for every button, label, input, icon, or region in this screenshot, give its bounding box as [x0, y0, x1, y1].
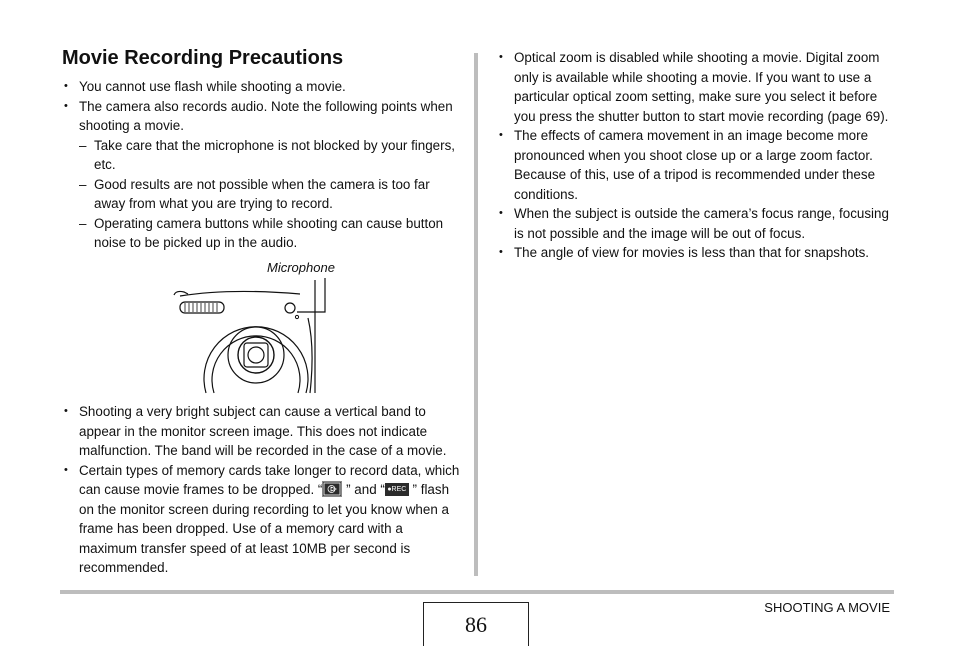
- list-item: [62, 461, 464, 578]
- footer-divider: [60, 590, 894, 594]
- column-divider: [474, 53, 478, 576]
- camera-illustration-svg: [170, 278, 330, 396]
- dash-item: – Take care that the microphone is not blocked by your fingers, etc.: [79, 136, 464, 175]
- page-title: Movie Recording Precautions: [62, 47, 344, 69]
- bullet-list-right: [497, 48, 897, 263]
- bullet-text: Shooting a very bright subject can cause a vertical band to appear in the monitor screen image. This does not indicate malfunction. The band will be recorded in the case of a movie.: [79, 404, 447, 458]
- bullet-list-top: [62, 77, 464, 253]
- list-item: [62, 402, 464, 461]
- bullet-list-bottom: [62, 402, 464, 578]
- right-column: [497, 48, 897, 263]
- list-item: • Optical zoom is disabled while shooting a movie. Digital zoom only is available while shooting a movie. If you want to use a particular optical zoom setting, make sure you select it before you press the shutter button to start movie recording (page 69).: [497, 48, 897, 126]
- dash-list: [79, 136, 464, 253]
- rec-icon: ●REC: [385, 483, 409, 496]
- bullet-text: Certain types of memory cards take longer to record data, which can cause movie frames to be dropped. “: [79, 462, 460, 497]
- list-item: • The angle of view for movies is less than that for snapshots.: [497, 243, 897, 263]
- bullet-text: You cannot use flash while shooting a movie.: [79, 79, 346, 94]
- list-item: • When the subject is outside the camera’s focus range, focusing is not possible and the image will be out of focus.: [497, 204, 897, 243]
- figure-caption: Microphone: [267, 260, 335, 275]
- list-item: [62, 97, 464, 253]
- dash-item: – Operating camera buttons while shooting can cause button noise to be picked up in the audio.: [79, 214, 464, 253]
- left-column-top: [62, 77, 464, 253]
- left-column-bottom: [62, 402, 464, 578]
- bullet-text: ” flash on the monitor screen during recording to let you know when a frame has been dropped. Use of a memory card with a maximum transfer speed of at least 10MB per second is recommended.: [79, 482, 450, 575]
- movie-frame-drop-icon: [322, 481, 342, 497]
- list-item: • The effects of camera movement in an image become more pronounced when you shoot close up or a large zoom factor. Because of this, use of a tripod is recommended under these conditions.: [497, 126, 897, 204]
- list-item: [62, 77, 464, 97]
- section-label: SHOOTING A MOVIE: [764, 600, 890, 615]
- bullet-text: ” and “: [342, 482, 385, 497]
- bullet-text: The camera also records audio. Note the following points when shooting a movie.: [79, 98, 453, 133]
- dash-item: – Good results are not possible when the camera is too far away from what you are trying to record.: [79, 175, 464, 214]
- camera-front-illustration: [170, 278, 330, 396]
- page-number: 86: [423, 602, 529, 646]
